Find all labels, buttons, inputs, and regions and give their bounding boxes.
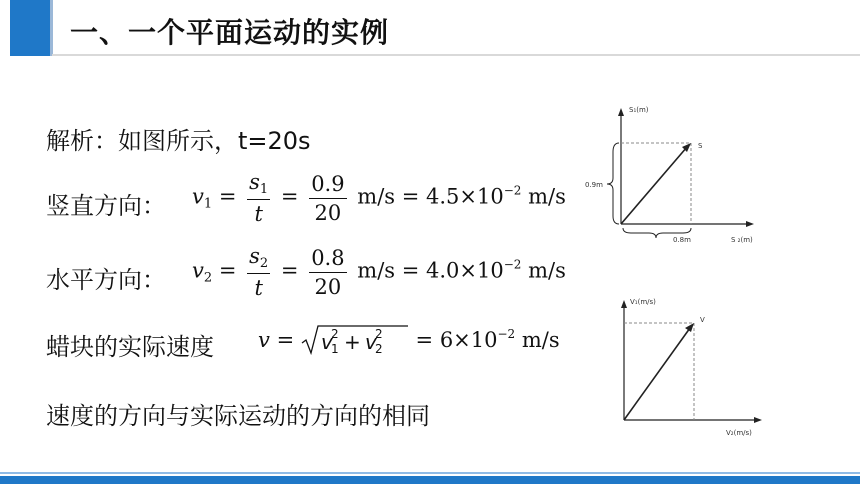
s1-symbol: s: [249, 170, 260, 194]
svg-text:1: 1: [330, 342, 339, 356]
vector-label: S: [698, 142, 703, 150]
s1-subscript: 1: [259, 182, 269, 197]
result-exponent: −2: [497, 327, 516, 341]
v-symbol: v: [258, 328, 270, 352]
actual-velocity-label: 蜡块的实际速度: [46, 333, 214, 361]
analysis-text: 解析：如图所示，t=20s: [46, 127, 311, 155]
conclusion-text: 速度的方向与实际运动的方向的相同: [46, 402, 430, 430]
title-accent-shadow: [50, 0, 53, 56]
result-exponent: −2: [503, 183, 522, 198]
equals-sign: =: [218, 258, 237, 283]
x-brace-label: 0.8m: [673, 236, 691, 244]
y-axis-label: V₁(m/s): [630, 298, 656, 306]
equals-sign: =: [280, 258, 299, 283]
vertical-direction-label: 竖直方向：: [46, 192, 166, 220]
numerator-value: 0.9: [309, 172, 346, 199]
actual-velocity-equation: [258, 323, 560, 357]
x-axis-label: V₂(m/s): [726, 429, 752, 437]
v2-symbol: v: [192, 258, 204, 283]
sqrt-expression: [301, 323, 409, 357]
denominator-value: 20: [314, 200, 342, 225]
figure-background: [608, 292, 776, 440]
analysis-line: [46, 121, 311, 156]
y-axis-label: S₁(m): [629, 106, 649, 114]
equals-sign: =: [280, 184, 299, 209]
horizontal-velocity-equation: [192, 244, 566, 300]
vector-label: V: [700, 316, 705, 324]
conclusion-line: [46, 396, 430, 431]
s2-symbol: s: [249, 244, 260, 268]
numeric-fraction: [309, 172, 346, 225]
s2-subscript: 2: [259, 256, 269, 271]
vertical-velocity-equation: [192, 170, 566, 226]
v2-subscript: 2: [203, 270, 213, 286]
result-unit: m/s: [528, 258, 566, 283]
horizontal-direction-label: 水平方向：: [46, 266, 166, 294]
title-divider: [52, 54, 860, 56]
result-unit: m/s: [528, 184, 566, 209]
v1-subscript: 1: [203, 196, 213, 212]
title-accent-block: [10, 0, 50, 56]
footer-line-thin: [0, 472, 860, 474]
horizontal-result: = 4.0×10: [401, 258, 504, 283]
result-exponent: −2: [503, 257, 522, 272]
s1-over-t-fraction: [247, 170, 270, 226]
equals-sign: =: [276, 328, 295, 352]
displacement-figure: [583, 100, 773, 248]
unit-mps: m/s: [357, 184, 396, 209]
footer-bar: [0, 476, 860, 484]
result-unit: m/s: [521, 328, 560, 352]
unit-mps: m/s: [357, 258, 396, 283]
s2-over-t-fraction: [247, 244, 270, 300]
svg-text:v: v: [364, 330, 377, 354]
page-title: 一、一个平面运动的实例: [70, 16, 390, 49]
vertical-result: = 4.5×10: [401, 184, 504, 209]
v1-symbol: v: [192, 184, 204, 209]
velocity-figure: [608, 292, 776, 440]
x-axis-label: S ₂(m): [731, 236, 753, 244]
numeric-fraction: [309, 246, 346, 299]
denominator-value: 20: [314, 274, 342, 299]
actual-result: = 6×10: [415, 328, 498, 352]
svg-text:2: 2: [374, 342, 383, 356]
numerator-value: 0.8: [309, 246, 346, 273]
y-brace-label: 0.9m: [585, 181, 603, 189]
title-bar: [0, 0, 860, 56]
t-symbol: t: [254, 276, 263, 300]
t-symbol: t: [254, 202, 263, 226]
svg-text:2: 2: [374, 327, 383, 341]
equals-sign: =: [218, 184, 237, 209]
figure-background: [583, 100, 773, 248]
svg-text:2: 2: [330, 327, 339, 341]
svg-text:+: +: [343, 330, 361, 354]
svg-text:v: v: [320, 330, 333, 354]
